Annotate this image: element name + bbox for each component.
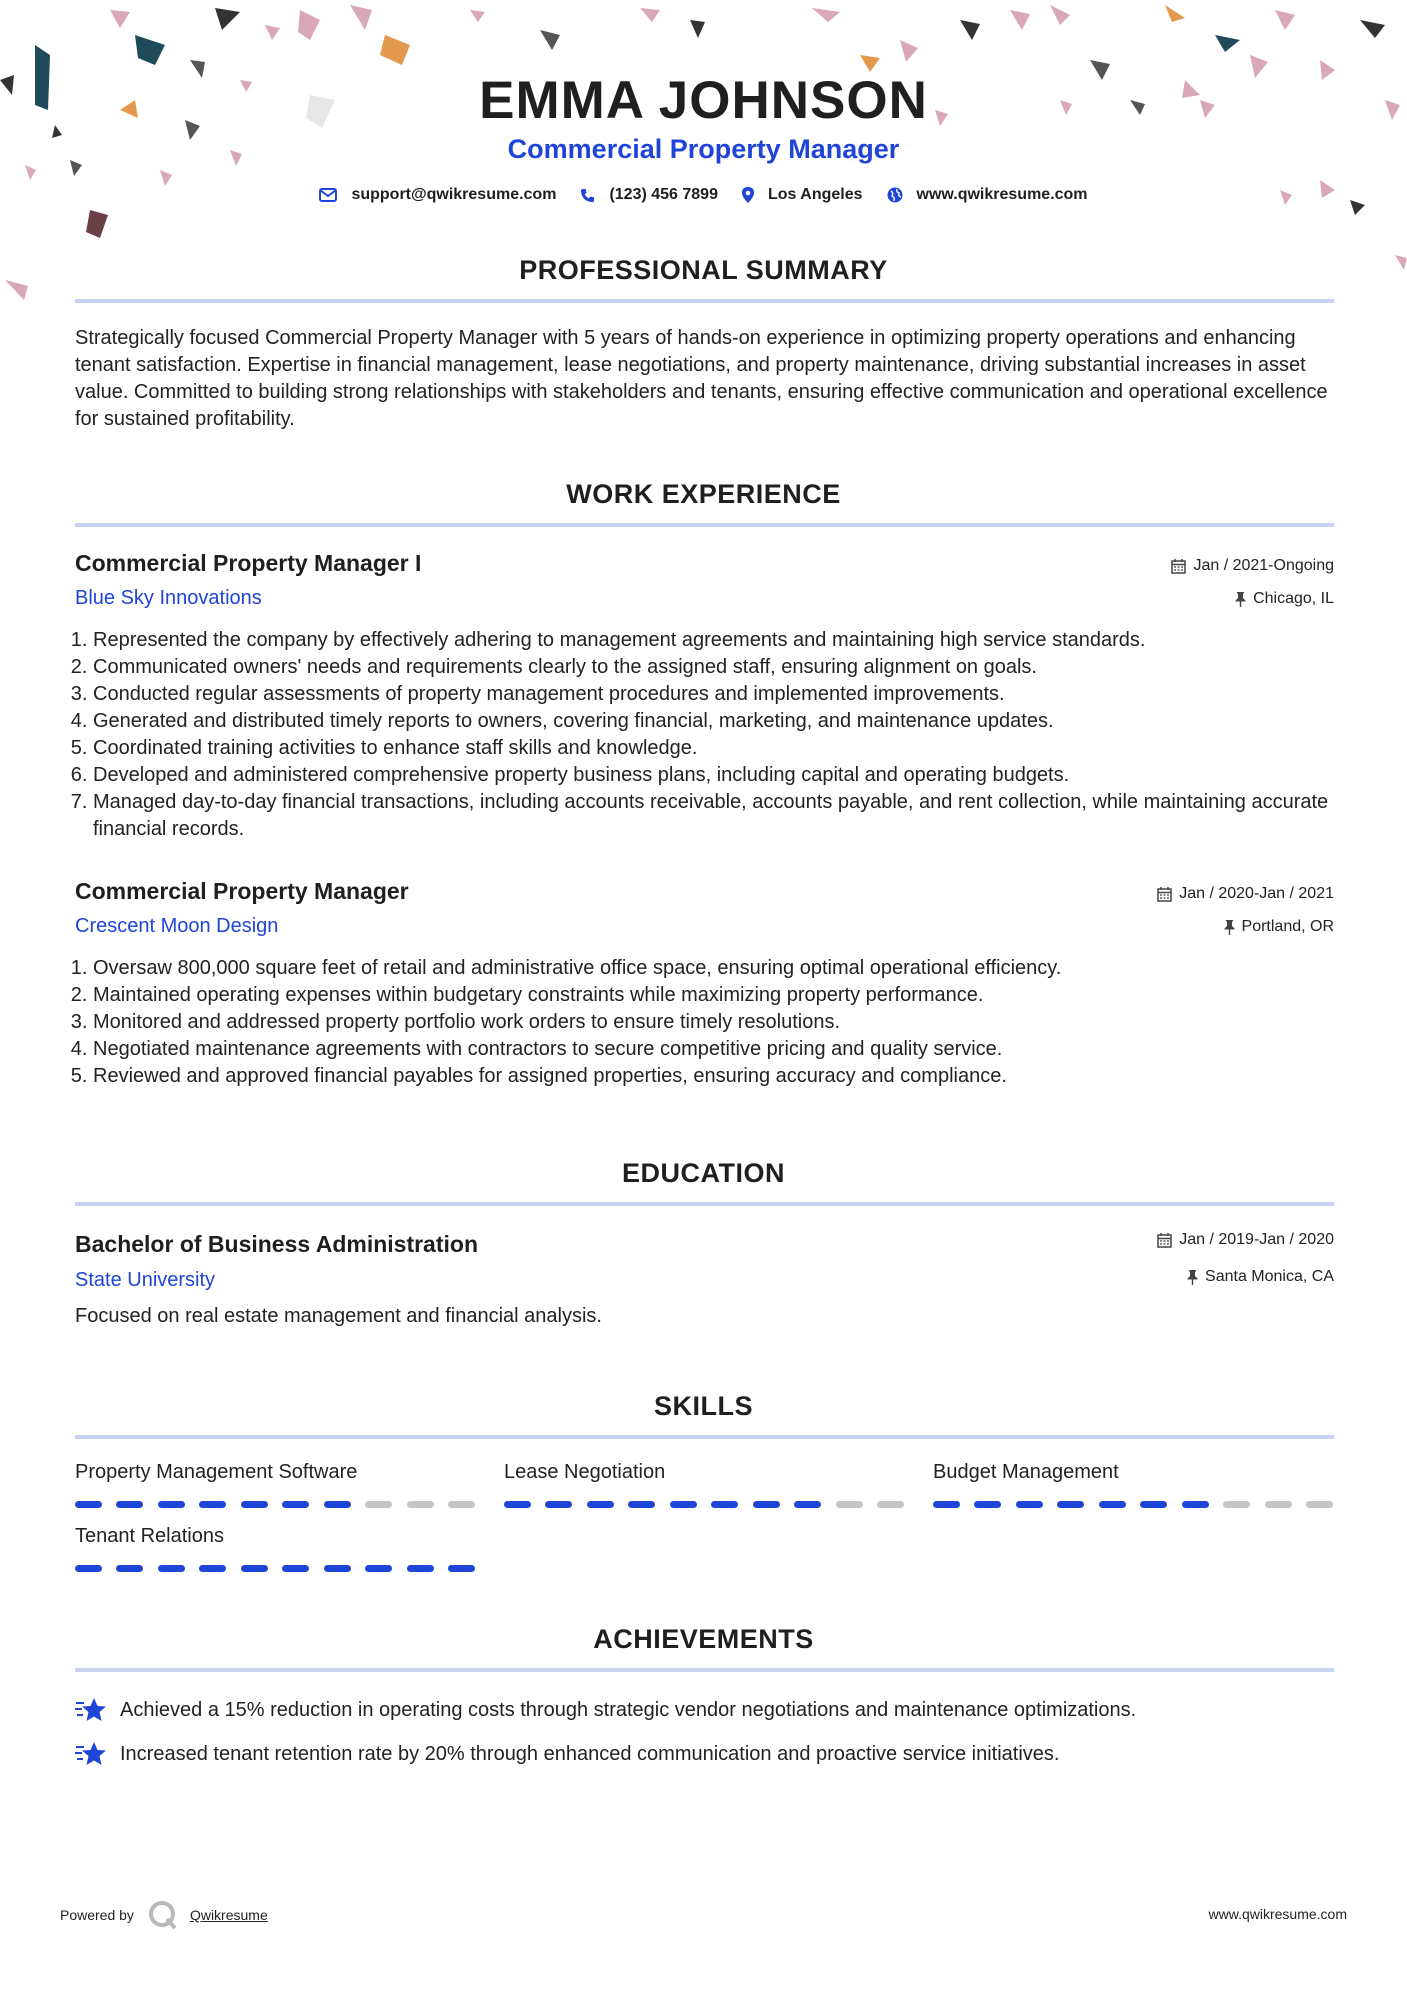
skill-dash-empty [836,1501,863,1508]
achievements-heading: ACHIEVEMENTS [593,1624,814,1654]
summary-text: Strategically focused Commercial Property Manager with 5 years of hands-on experience in optimizing property operations and enhancing tenant satisfaction. Expertise in financial management, lease negotiations, and property maintenance, driving substantial increases in asset value. Committed to building strong relationships with stakeholders and tenants, ensuring effective communication and operational excellence for sustained profitability. [75,327,1328,430]
list-item: 5. Reviewed and approved financial payables for assigned properties, ensuring accuracy and compliance. [93,1063,1365,1090]
calendar-icon [1157,887,1172,902]
skill-dash-filled [711,1501,738,1508]
skill-dash-empty [365,1501,392,1508]
candidate-name: EMMA JOHNSON [479,71,928,130]
section-divider [75,299,1334,303]
skill-dash-empty [448,1501,475,1508]
contact-bar [0,186,1407,204]
skill-dash-filled [116,1501,143,1508]
pushpin-icon [1187,1270,1198,1285]
skill-dash-filled [199,1565,226,1572]
skill-dash-filled [241,1501,268,1508]
envelope-icon [319,188,337,202]
skill-dash-filled [448,1565,475,1572]
skill-name: Property Management Software [75,1461,358,1483]
contact-website[interactable] [887,186,1088,204]
section-divider [75,1202,1334,1206]
star-icon [75,1696,107,1724]
skill-dash-filled [199,1501,226,1508]
skill-dash-empty [877,1501,904,1508]
skill-level-meter [933,1501,1333,1508]
email-text: support@qwikresume.com [351,186,557,203]
list-item: 2. Communicated owners' needs and requirements clearly to the assigned staff, ensuring alignment on goals. [93,654,1365,681]
skill-name: Budget Management [933,1461,1119,1483]
list-item: 7. Managed day-to-day financial transactions, including accounts receivable, accounts payable, and rent collection, while maintaining accurate financial records. [93,789,1365,843]
school-name: State University [75,1269,216,1291]
skill-dash-filled [933,1501,960,1508]
location-text: Los Angeles [767,186,863,203]
skill-dash-filled [670,1501,697,1508]
skill-level-meter [75,1565,475,1572]
powered-by-label: Powered by [60,1907,134,1923]
job-dates [1157,885,1334,903]
contact-location [742,186,863,204]
website-text: www.qwikresume.com [916,186,1088,203]
skill-dash-filled [1182,1501,1209,1508]
skill-dash-filled [158,1501,185,1508]
skill-dash-filled [324,1501,351,1508]
skill-dash-filled [1057,1501,1084,1508]
skill-dash-empty [1306,1501,1333,1508]
list-item: 4. Generated and distributed timely reports to owners, covering financial, marketing, and maintenance updates. [93,708,1365,735]
footer-website[interactable]: www.qwikresume.com [1208,1906,1347,1922]
contact-email[interactable] [319,186,556,204]
list-item: 3. Conducted regular assessments of property management procedures and implemented improvements. [93,681,1365,708]
achievement-text: Increased tenant retention rate by 20% through enhanced communication and proactive service initiatives. [120,1742,1060,1765]
skill-item [75,1525,475,1572]
list-item: 3. Monitored and addressed property portfolio work orders to ensure timely resolutions. [93,1009,1365,1036]
company-name: Blue Sky Innovations [75,587,262,609]
experience-heading: WORK EXPERIENCE [566,479,841,509]
skill-dash-filled [974,1501,1001,1508]
job-title: Commercial Property Manager I [75,550,422,576]
skill-dash-filled [241,1565,268,1572]
education-description: Focused on real estate management and financial analysis. [75,1305,602,1327]
pushpin-icon [1224,920,1235,935]
list-item: 1. Oversaw 800,000 square feet of retail and administrative office space, ensuring optimal operational efficiency. [93,955,1365,982]
skill-dash-filled [1099,1501,1126,1508]
achievement-item [75,1740,1059,1768]
list-item: 4. Negotiated maintenance agreements with contractors to secure competitive pricing and quality service. [93,1036,1365,1063]
education-dates [1157,1231,1334,1249]
skill-dash-filled [628,1501,655,1508]
skill-item [504,1461,904,1508]
calendar-icon [1171,559,1186,574]
degree-title: Bachelor of Business Administration [75,1231,478,1257]
list-item: 2. Maintained operating expenses within budgetary constraints while maximizing property performance. [93,982,1365,1009]
education-location [1187,1268,1334,1286]
skill-level-meter [504,1501,904,1508]
job-title: Commercial Property Manager [75,878,409,904]
dates-text: Jan / 2021-Ongoing [1193,557,1334,574]
phone-text: (123) 456 7899 [609,186,718,203]
job-dates [1171,557,1334,575]
skills-heading: SKILLS [653,1391,753,1421]
skill-dash-filled [324,1565,351,1572]
globe-icon [887,187,903,203]
list-item: 6. Developed and administered comprehensive property business plans, including capital and operating budgets. [93,762,1365,789]
skill-dash-filled [1140,1501,1167,1508]
location-text: Chicago, IL [1253,590,1334,607]
skill-item [933,1461,1333,1508]
skill-dash-filled [1016,1501,1043,1508]
job-bullets [68,627,1365,843]
calendar-icon [1157,1233,1172,1248]
education-heading: EDUCATION [622,1158,785,1188]
star-icon [75,1740,107,1768]
skill-dash-filled [365,1565,392,1572]
phone-icon [580,188,595,203]
pushpin-icon [1235,592,1246,607]
job-title-header: Commercial Property Manager [507,134,900,164]
achievement-item [75,1696,1136,1724]
skill-level-meter [75,1501,475,1508]
skill-dash-filled [158,1565,185,1572]
section-divider [75,1435,1334,1439]
skill-dash-filled [75,1501,102,1508]
brand-link[interactable]: Qwikresume [189,1907,268,1923]
dates-text: Jan / 2019-Jan / 2020 [1179,1231,1334,1248]
skill-dash-filled [282,1565,309,1572]
list-item: 1. Represented the company by effectively adhering to management agreements and maintaining high service standards. [93,627,1365,654]
skill-dash-filled [75,1565,102,1572]
location-text: Portland, OR [1241,918,1334,935]
dates-text: Jan / 2020-Jan / 2021 [1179,885,1334,902]
skill-dash-empty [407,1501,434,1508]
company-name: Crescent Moon Design [75,915,279,937]
skill-name: Tenant Relations [75,1525,224,1547]
footer-powered-by [60,1900,268,1930]
skill-dash-filled [504,1501,531,1508]
skill-name: Lease Negotiation [504,1461,666,1483]
location-text: Santa Monica, CA [1205,1268,1334,1285]
skill-dash-filled [753,1501,780,1508]
job-location [1235,590,1334,608]
contact-phone[interactable] [580,186,718,204]
section-divider [75,523,1334,527]
section-divider [75,1668,1334,1672]
skill-dash-filled [407,1565,434,1572]
skill-dash-empty [1223,1501,1250,1508]
skill-dash-filled [587,1501,614,1508]
skill-dash-filled [545,1501,572,1508]
qwikresume-logo-icon [148,1900,178,1930]
list-item: 5. Coordinated training activities to enhance staff skills and knowledge. [93,735,1365,762]
skill-dash-empty [1265,1501,1292,1508]
achievement-text: Achieved a 15% reduction in operating costs through strategic vendor negotiations and maintenance optimizations. [120,1698,1137,1721]
summary-heading: PROFESSIONAL SUMMARY [519,255,888,285]
skill-dash-filled [116,1565,143,1572]
skill-dash-filled [282,1501,309,1508]
job-location [1224,918,1334,936]
skill-dash-filled [794,1501,821,1508]
job-bullets [68,955,1365,1090]
map-pin-icon [742,187,754,203]
skill-item [75,1461,475,1508]
